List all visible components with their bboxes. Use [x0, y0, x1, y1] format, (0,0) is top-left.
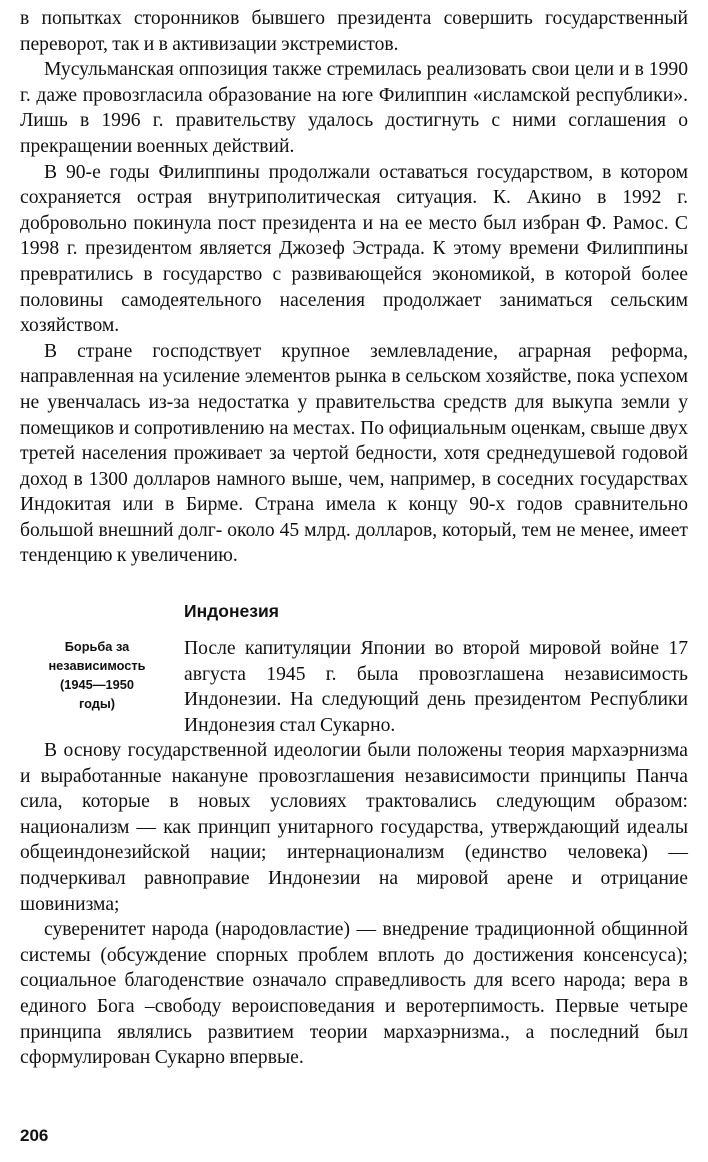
margin-note-line: (1945—1950 [60, 677, 134, 692]
margin-note-line: независимость [48, 658, 146, 673]
section-heading: Индонезия [184, 601, 279, 621]
page-number: 206 [20, 1126, 49, 1145]
paragraph-continuation: в попытках сторонников бывшего президента совершить государственный переворот, так и в активизации экстремистов. [20, 8, 688, 55]
main-text-top [20, 6, 688, 569]
margin-note [20, 637, 174, 713]
paragraph-land-ownership: В стране господствует крупное землевладение, аграрная реформа, направленная на усиление элементов рынка в сельском хозяйстве, пока успехом не увенчалась из-за недостатка у правительства средств для выкупа земли у помещиков и сопротивлению на местах. По официальным оценкам, свыше двух третей населения проживает за чертой бедности, хотя среднедушевой годовой доход в 1300 долларов намного выше, чем, например, в соседних государствах Индокитая или в Бирме. Страна имела к концу 90-х годов сравнительно большой внешний долг- около 45 млрд. долларов, который, тем не менее, имеет тенденцию к увеличению. [20, 340, 688, 567]
paragraph-philippines-90s: В 90-е годы Филиппины продолжали оставаться государством, в котором сохраняется острая внутриполитическая ситуация. К. Акино в 1992 г. добровольно покинула пост президента и на ее место был избран Ф. Рамос. С 1998 г. президентом является Джозеф Эстрада. К этому времени Филиппины превратились в государство с развивающейся экономикой, в которой более половины самодеятельного населения продолжает заниматься сельским хозяйством. [20, 161, 688, 337]
paragraph-sovereignty: суверенитет народа (народовластие) — внедрение традиционной общинной системы (обсуждение спорных проблем вплоть до достижения консенсуса); социальное благоденствие означало справедливость для всего народа; вера в единого Бога –свободу вероисповедания и веротерпимость. Первые четыре принципа являлись развитием теории мархаэрнизма., а последний был сформулирован Сукарно впервые. [20, 919, 688, 1069]
paragraph-ideology: В основу государственной идеологии были положены теория мархаэрнизма и выработанные накануне провозглашения независимости принципы Панча сила, которые в новых условиях трактовались следующим образом: национализм — как принцип унитарного государства, утверждающий идеалы общеиндонезийской нации; интернационализм (единство человека) — подчеркивал равноправие Индонезии на мировой арене и отрицание шовинизма; [20, 740, 688, 915]
main-text-bottom [20, 738, 688, 1071]
margin-note-line: Борьба за [64, 639, 130, 654]
paragraph-muslim-opposition: Мусульманская оппозиция также стремилась реализовать свои цели и в 1990 г. даже провозгласила образование на юге Филиппин «исламской республики». Лишь в 1996 г. правительству удалось достигнуть с ними соглашения о прекращении военных действий. [20, 59, 688, 157]
margin-note-line: годы) [78, 696, 116, 711]
inset-text [184, 636, 688, 738]
paragraph-independence: После капитуляции Японии во второй мировой войне 17 августа 1945 г. была провозглашена независимость Индонезии. На следующий день президентом Республики Индонезия стал Сукарно. [184, 638, 688, 736]
